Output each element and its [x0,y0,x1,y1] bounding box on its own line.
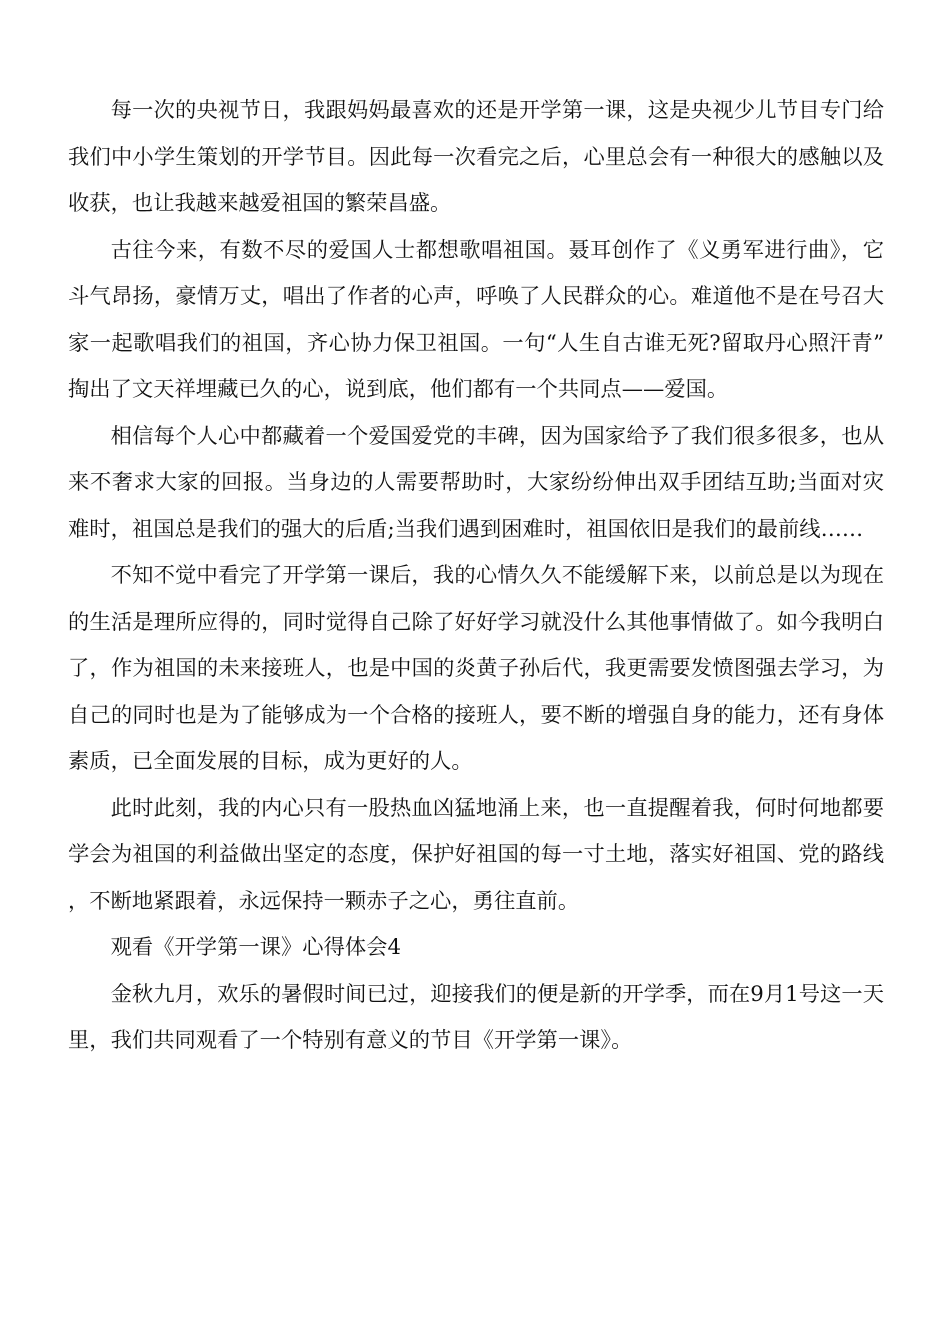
paragraph-1: 每一次的央视节日，我跟妈妈最喜欢的还是开学第一课，这是央视少儿节目专门给我们中小学生策划的开学节目。因此每一次看完之后，心里总会有一种很大的感触以及收获，也让我越来越爱祖国的繁荣昌盛。 [68,98,884,216]
paragraph-3: 相信每个人心中都藏着一个爱国爱党的丰碑，因为国家给予了我们很多很多，也从来不奢求大家的回报。当身边的人需要帮助时，大家纷纷伸出双手团结互助;当面对灾难时，祖国总是我们的强大的后盾;当我们遇到困难时，祖国依旧是我们的最前线…… [68,423,884,542]
paragraph-2: 古往今来，有数不尽的爱国人士都想歌唱祖国。聂耳创作了《义勇军进行曲》，它斗气昂扬，豪情万丈，唱出了作者的心声，呼唤了人民群众的心。难道他不是在号召大家一起歌唱我们的祖国，齐心协力保卫祖国。一句“人生自古谁无死?留取丹心照汗青”掏出了文天祥埋藏已久的心，说到底，他们都有一个共同点——爱国。 [68,237,884,402]
paragraph-5: 此时此刻，我的内心只有一股热血凶猛地涌上来，也一直提醒着我，何时何地都要学会为祖国的利益做出坚定的态度，保护好祖国的每一寸土地，落实好祖国、党的路线，不断地紧跟着，永远保持一颗赤子之心，勇往直前。 [68,795,884,914]
paragraph-6: 金秋九月，欢乐的暑假时间已过，迎接我们的便是新的开学季，而在9月1号这一天里，我们共同观看了一个特别有意义的节目《开学第一课》。 [68,981,884,1053]
paragraph-4: 不知不觉中看完了开学第一课后，我的心情久久不能缓解下来，以前总是以为现在的生活是理所应得的，同时觉得自己除了好好学习就没什么其他事情做了。如今我明白了，作为祖国的未来接班人，也是中国的炎黄子孙后代，我更需要发愤图强去学习，为自己的同时也是为了能够成为一个合格的接班人，要不断的增强自身的能力，还有身体素质，已全面发展的目标，成为更好的人。 [68,563,884,774]
document-body [68,88,884,1065]
section-heading: 观看《开学第一课》心得体会4 [110,935,402,960]
